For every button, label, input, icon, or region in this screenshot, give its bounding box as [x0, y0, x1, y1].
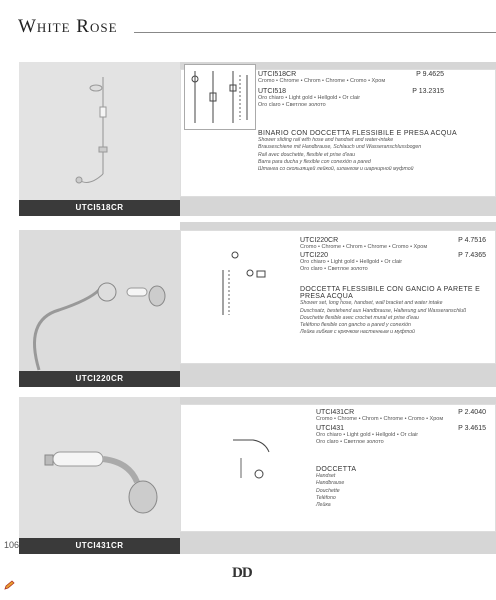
description-line: Douchette: [316, 487, 340, 494]
gray-band: [180, 397, 496, 404]
photo-panel: [19, 230, 180, 387]
description-line: Rail avec douchette, flexible et prise d'eau: [258, 151, 356, 158]
product-code: UTCI220CR: [300, 237, 339, 244]
description-line: Teléfono: [316, 494, 336, 501]
description-line: Shower set, long hose, handset, wall bracket and water intake: [300, 300, 443, 307]
product-code: UTCI220: [300, 252, 329, 259]
product-price: P 9.4625: [416, 71, 444, 78]
product-description: [300, 286, 490, 336]
gray-band: [180, 222, 496, 230]
technical-drawing: [184, 64, 256, 130]
product-finish: Cromo • Chrome • Chrom • Chrome • Cromo • Хром: [258, 78, 386, 84]
product-code: UTCI431: [316, 425, 345, 432]
description-line: Barra para ducha y flexible con conexión a pared: [258, 158, 371, 165]
product-entry: [316, 409, 486, 423]
shower-rail-photo: [19, 62, 180, 200]
brand-logo: DD: [232, 565, 252, 581]
product-price: P 4.7516: [458, 237, 486, 244]
technical-drawing: [225, 428, 285, 483]
description-line: Duschsatz, bestehend aus Handbrause, Halterung und Wasseranschluß: [300, 307, 467, 314]
gray-band: [180, 364, 496, 387]
page-title: White Rose: [18, 16, 118, 37]
product-entry: [300, 237, 486, 251]
photo-panel: [19, 62, 180, 216]
product-description: [316, 466, 486, 509]
product-finish: Cromo • Chrome • Chrom • Chrome • Cromo • Хром: [300, 244, 428, 250]
photo-panel: [19, 397, 180, 554]
product-code: UTCI518: [258, 88, 287, 95]
product-finish: Oro chiaro • Light gold • Hellgold • Or clair Oro claro • Светлое золото: [316, 432, 419, 445]
description-line: Douchette flexible avec crochet mural et prise d'eau: [300, 314, 419, 321]
product-finish: Oro chiaro • Light gold • Hellgold • Or clair Oro claro • Светлое золото: [300, 259, 403, 272]
product-entry: [316, 425, 486, 446]
description-line: Shower sliding rail with hose and handset and water-intake: [258, 137, 394, 144]
handset-photo: [19, 397, 180, 538]
hand-shower-photo: [19, 230, 180, 371]
description-title: DOCCETTA: [316, 466, 357, 473]
description-line: Лейка гибкая с крючком настенным и муфтой: [300, 329, 415, 336]
product-code: UTCI518CR: [258, 71, 297, 78]
product-price: P 13.2315: [412, 88, 444, 95]
photo-label: UTCI518CR: [19, 200, 180, 216]
description-line: Teléfono flexible con gancho a pared y conexión: [300, 322, 411, 329]
product-entry: [258, 71, 444, 85]
technical-drawing: [215, 245, 275, 320]
description-line: Handbrause: [316, 480, 345, 487]
gray-band: [180, 197, 496, 216]
product-description: [258, 130, 488, 173]
product-finish: Oro chiaro • Light gold • Hellgold • Or clair Oro claro • Светлое золото: [258, 95, 361, 108]
pencil-icon[interactable]: [4, 580, 16, 590]
product-price: P 3.4615: [458, 425, 486, 432]
photo-label: UTCI220CR: [19, 371, 180, 387]
page-number: 106: [4, 540, 20, 550]
description-line: Brauseschiene mit Handbrause, Schlauch und Wasseranschlussbogen: [258, 144, 422, 151]
photo-label: UTCI431CR: [19, 538, 180, 554]
description-line: Handset: [316, 473, 336, 480]
description-title: BINARIO CON DOCCETTA FLESSIBILE E PRESA ACQUA: [258, 130, 457, 137]
header-rule: [134, 32, 496, 33]
product-code: UTCI431CR: [316, 409, 355, 416]
gray-band: [180, 532, 496, 554]
product-price: P 2.4040: [458, 409, 486, 416]
description-line: Лейка: [316, 502, 331, 509]
product-entry: [258, 88, 444, 109]
product-entry: [300, 252, 486, 273]
description-title: DOCCETTA FLESSIBILE CON GANCIO A PARETE E PRESA ACQUA: [300, 286, 481, 301]
product-finish: Cromo • Chrome • Chrom • Chrome • Cromo • Хром: [316, 416, 444, 422]
product-price: P 7.4365: [458, 252, 486, 259]
description-line: Штанга со скользящей лейкой, шлангом и шарнирной муфтой: [258, 166, 414, 173]
